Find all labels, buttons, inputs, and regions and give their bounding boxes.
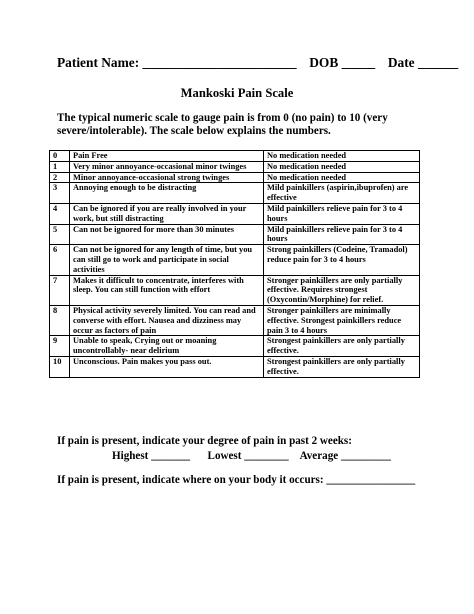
pain-description-cell: Unable to speak, Crying out or moaning uncontrollably- near delirium — [70, 336, 264, 357]
page-title: Mankoski Pain Scale — [180, 86, 294, 100]
pain-location-field[interactable]: ________________ — [326, 474, 416, 486]
medication-cell: Strongest painkillers are only partially effective. — [264, 336, 420, 357]
medication-cell: Stronger painkillers are only partially effective. Requires strongest (Oxycontin/Morphine) for relief. — [264, 275, 420, 305]
patient-name-field[interactable]: _______________________ — [142, 55, 297, 70]
average-label: Average — [299, 450, 339, 462]
pain-level-cell: 1 — [50, 161, 70, 172]
pain-description-cell: Unconscious. Pain makes you pass out. — [70, 356, 264, 377]
pain-description-cell: Can not be ignored for more than 30 minutes — [70, 224, 264, 245]
intro-text: The typical numeric scale to gauge pain is from 0 (no pain) to 10 (very severe/intolerable). The scale below explains the numbers. — [57, 112, 388, 137]
pain-location-question — [57, 474, 415, 486]
medication-cell: Stronger painkillers are minimally effective. Strongest painkillers reduce pain 3 to 4 hours — [264, 305, 420, 335]
medication-cell: Strong painkillers (Codeine, Tramadol) reduce pain for 3 to 4 hours — [264, 245, 420, 275]
table-row — [50, 161, 420, 172]
dob-field[interactable]: _____ — [341, 55, 376, 70]
average-field[interactable]: _________ — [340, 450, 391, 462]
date-field[interactable]: ______ — [418, 55, 459, 70]
medication-cell: No medication needed — [264, 172, 420, 183]
pain-level-cell: 4 — [50, 203, 70, 224]
pain-location-label: If pain is present, indicate where on your body it occurs: — [57, 474, 324, 486]
pain-description-cell: Annoying enough to be distracting — [70, 183, 264, 204]
medication-cell: Mild painkillers (aspirin,ibuprofen) are effective — [264, 183, 420, 204]
pain-description-cell: Physical activity severely limited. You can read and converse with effort. Nausea and dizziness may occur as factors of pain — [70, 305, 264, 335]
table-row — [50, 203, 420, 224]
pain-description-cell: Can not be ignored for any length of time, but you can still go to work and participate in social activities — [70, 245, 264, 275]
table-row — [50, 245, 420, 275]
pain-level-cell: 0 — [50, 151, 70, 162]
highest-field[interactable]: _______ — [151, 450, 190, 462]
medication-cell: No medication needed — [264, 151, 420, 162]
pain-description-cell: Can be ignored if you are really involved in your work, but still distracting — [70, 203, 264, 224]
highest-label: Highest — [112, 450, 149, 462]
pain-level-cell: 3 — [50, 183, 70, 204]
pain-degree-question: If pain is present, indicate your degree of pain in past 2 weeks: — [57, 435, 352, 447]
medication-cell: No medication needed — [264, 161, 420, 172]
table-row — [50, 183, 420, 204]
pain-description-cell: Minor annoyance-occasional strong twinges — [70, 172, 264, 183]
pain-level-cell: 6 — [50, 245, 70, 275]
pain-level-cell: 2 — [50, 172, 70, 183]
pain-level-cell: 9 — [50, 336, 70, 357]
table-row — [50, 356, 420, 377]
pain-level-cell: 8 — [50, 305, 70, 335]
medication-cell: Mild painkillers relieve pain for 3 to 4 hours — [264, 224, 420, 245]
medication-cell: Mild painkillers relieve pain for 3 to 4 hours — [264, 203, 420, 224]
pain-scale-table — [49, 150, 420, 378]
patient-header — [57, 55, 458, 71]
pain-description-cell: Makes it difficult to concentrate, interferes with sleep. You can still function with effort — [70, 275, 264, 305]
pain-level-cell: 7 — [50, 275, 70, 305]
pain-level-cell: 5 — [50, 224, 70, 245]
table-row — [50, 275, 420, 305]
table-row — [50, 224, 420, 245]
table-row — [50, 172, 420, 183]
medication-cell: Strongest painkillers are only partially effective. — [264, 356, 420, 377]
pain-description-cell: Very minor annoyance-occasional minor twinges — [70, 161, 264, 172]
dob-label: DOB — [309, 55, 339, 70]
pain-description-cell: Pain Free — [70, 151, 264, 162]
lowest-label: Lowest — [207, 450, 242, 462]
table-row — [50, 305, 420, 335]
table-row — [50, 336, 420, 357]
pain-level-cell: 10 — [50, 356, 70, 377]
patient-name-label: Patient Name: — [57, 55, 140, 70]
date-label: Date — [387, 55, 415, 70]
pain-degree-fields — [112, 450, 391, 462]
lowest-field[interactable]: ________ — [244, 450, 289, 462]
table-row — [50, 151, 420, 162]
